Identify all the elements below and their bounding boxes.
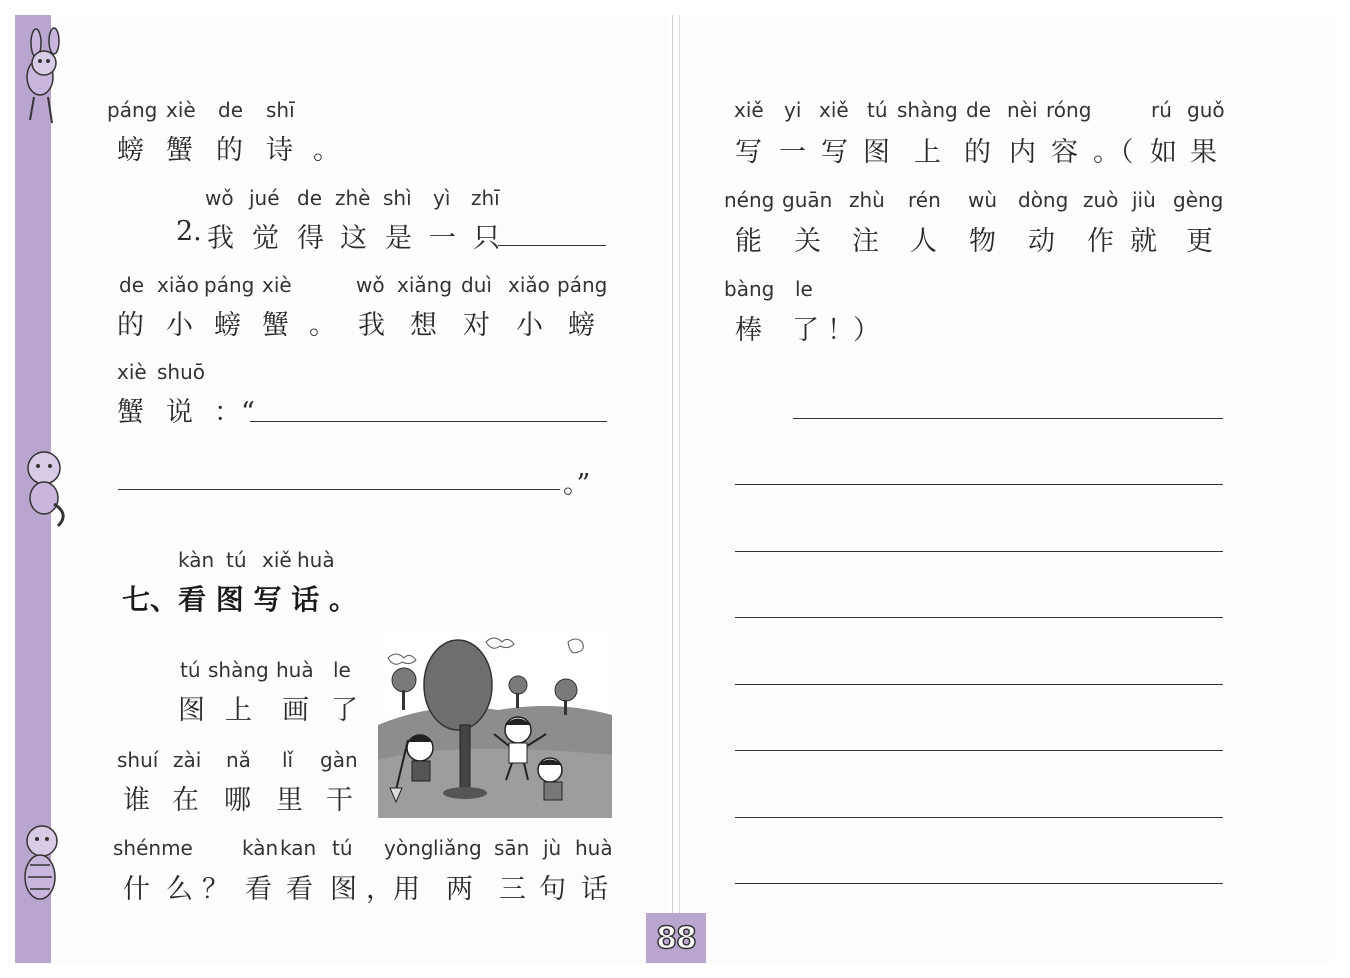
hanzi: 蟹 [166,135,193,166]
pinyin: gèng [1173,188,1224,212]
pinyin: sān [494,836,530,860]
raccoon-icon [14,440,74,530]
pinyin: dòng [1018,188,1069,212]
pinyin: de [966,98,991,122]
pinyin: wǒ [356,273,385,297]
pinyin: néng [724,188,775,212]
pinyin: huà [276,658,314,682]
pinyin: zhè [335,186,371,210]
hanzi: 图 [863,137,890,168]
hanzi: 画 [282,695,309,726]
hanzi: 上 [225,695,252,726]
pinyin: páng [204,273,255,297]
hanzi: 内 [1009,137,1036,168]
hanzi: 图 [178,695,205,726]
hanzi: 干 [326,785,353,816]
pinyin: kàn [178,548,215,572]
writing-line[interactable] [735,484,1223,485]
writing-line[interactable] [735,684,1223,685]
pinyin: shī [266,98,295,122]
writing-line[interactable] [735,817,1223,818]
hanzi: 看 [286,874,313,905]
item-number: 2. [176,216,202,247]
hanzi: 动 [1028,226,1055,257]
writing-line[interactable] [735,883,1223,884]
hanzi: 的 [964,137,991,168]
pinyin: shì [383,186,412,210]
hanzi: 就 [1130,226,1157,257]
hanzi: 我 [207,223,234,254]
page-number: 88 [656,920,696,956]
hanzi: 如 [1150,137,1177,168]
pinyin: yì [433,186,451,210]
hanzi: 里 [276,785,303,816]
hanzi: 的 [216,135,243,166]
answer-blank[interactable] [118,489,560,490]
tiger-icon [12,815,72,915]
hanzi: 说 [166,397,193,428]
pinyin: lǐ [282,748,294,772]
pinyin: nèi [1007,98,1038,122]
hanzi: 容 [1051,137,1078,168]
hanzi: 螃 [214,310,241,341]
hanzi: 关 [794,226,821,257]
book-spine [672,15,673,963]
pinyin: tú [180,658,201,682]
hanzi: ！ [827,315,854,346]
hanzi: 作 [1087,226,1114,257]
pinyin: shénme [113,836,193,860]
hanzi: 一 [429,223,456,254]
pinyin: shuō [157,360,206,384]
hanzi: 能 [735,226,762,257]
pinyin: bàng [724,277,775,301]
hanzi: 更 [1186,226,1213,257]
hanzi: 想 [410,310,437,341]
hanzi: 觉 [252,223,279,254]
pinyin: zhī [471,186,500,210]
hanzi: 这 [340,223,367,254]
hanzi: 螃 [117,135,144,166]
pinyin: páng [557,273,608,297]
hanzi: 小 [516,310,543,341]
pinyin: tú [867,98,888,122]
pinyin: tú [226,548,247,572]
pinyin: rú [1151,98,1172,122]
pinyin: duì [461,273,492,297]
pinyin: zuò [1083,188,1119,212]
hanzi: 在 [172,785,199,816]
pinyin: tú [332,836,353,860]
hanzi: 写 [735,137,762,168]
hanzi: 。 [309,310,336,341]
writing-line[interactable] [735,551,1223,552]
pinyin: xiǎo [157,273,199,297]
hanzi: 了 [331,695,358,726]
pinyin: xiě [262,548,292,572]
hanzi: 了 [792,315,819,346]
hanzi: 么 [166,874,193,905]
pinyin: xiě [734,98,764,122]
hanzi: 看 [245,874,272,905]
hanzi: 棒 [735,315,762,346]
hanzi: 哪 [224,785,251,816]
pinyin: guǒ [1187,98,1225,122]
hanzi: 图 [330,874,357,905]
pinyin: páng [107,98,158,122]
pinyin: de [218,98,243,122]
pinyin: jiù [1132,188,1156,212]
pinyin: shuí [117,748,159,772]
hanzi: 是 [385,223,412,254]
pinyin: de [297,186,322,210]
hanzi: 果 [1190,137,1217,168]
pinyin: kàn [242,836,279,860]
hanzi: 写 [821,137,848,168]
hanzi: 。（ [1093,137,1134,168]
rabbit-icon [14,15,74,130]
pinyin: guān [782,188,833,212]
hanzi: ：“ [214,397,255,428]
pinyin: huà [575,836,613,860]
hanzi: 注 [852,226,879,257]
hanzi: 只 [473,223,500,254]
pinyin: shàng [208,658,269,682]
pinyin: liǎng [433,836,482,860]
pinyin: wǒ [205,186,234,210]
pinyin: xiè [166,98,196,122]
page-number-badge [646,913,706,963]
pinyin: yòng [384,836,434,860]
answer-blank[interactable] [250,421,607,422]
hanzi: 谁 [123,785,150,816]
pinyin: le [333,658,351,682]
hanzi: 螃 [568,310,595,341]
pinyin: gàn [320,748,358,772]
hanzi: 对 [463,310,490,341]
pinyin: zài [173,748,202,772]
pinyin: de [119,273,144,297]
pinyin: huà [297,548,335,572]
hanzi: 的 [117,310,144,341]
pinyin: xiǎo [508,273,550,297]
closing-quote: 。” [563,469,591,500]
pinyin: kan [280,836,317,860]
hanzi: 上 [914,137,941,168]
pinyin: shàng [897,98,958,122]
pinyin: le [795,277,813,301]
hanzi: 两 [446,874,473,905]
hanzi: 三 [499,874,526,905]
hanzi: 我 [358,310,385,341]
pinyin: xiǎng [397,273,453,297]
writing-line[interactable] [735,750,1223,751]
pinyin: xiè [117,360,147,384]
writing-line[interactable] [735,617,1223,618]
hanzi: 话 [581,874,608,905]
section-title: 七、看 图 写 话 。 [122,583,357,616]
hanzi: 诗 [266,135,293,166]
pinyin: wù [968,188,998,212]
book-spine-shadow [679,15,680,963]
hanzi: ） [853,315,880,346]
pinyin: rén [908,188,941,212]
pinyin: xiè [262,273,292,297]
pinyin: zhù [849,188,885,212]
hanzi: 得 [297,223,324,254]
answer-blank[interactable] [498,245,606,246]
hanzi: 蟹 [117,397,144,428]
hanzi: 人 [910,226,937,257]
pinyin: nǎ [226,748,251,772]
hanzi: 什 [123,874,150,905]
writing-line[interactable] [793,418,1223,419]
pinyin: jué [249,186,280,210]
pinyin: róng [1046,98,1092,122]
pinyin: yi [784,98,802,122]
hanzi: 一 [779,137,806,168]
hanzi: 蟹 [262,310,289,341]
pinyin: xiě [819,98,849,122]
children-planting-tree-illustration [378,630,612,818]
hanzi: ，用 [366,874,420,905]
hanzi: 。 [313,135,340,166]
hanzi: 物 [969,226,996,257]
hanzi: 小 [166,310,193,341]
pinyin: jù [543,836,562,860]
hanzi: 句 [539,874,566,905]
hanzi: ？ [202,874,229,905]
